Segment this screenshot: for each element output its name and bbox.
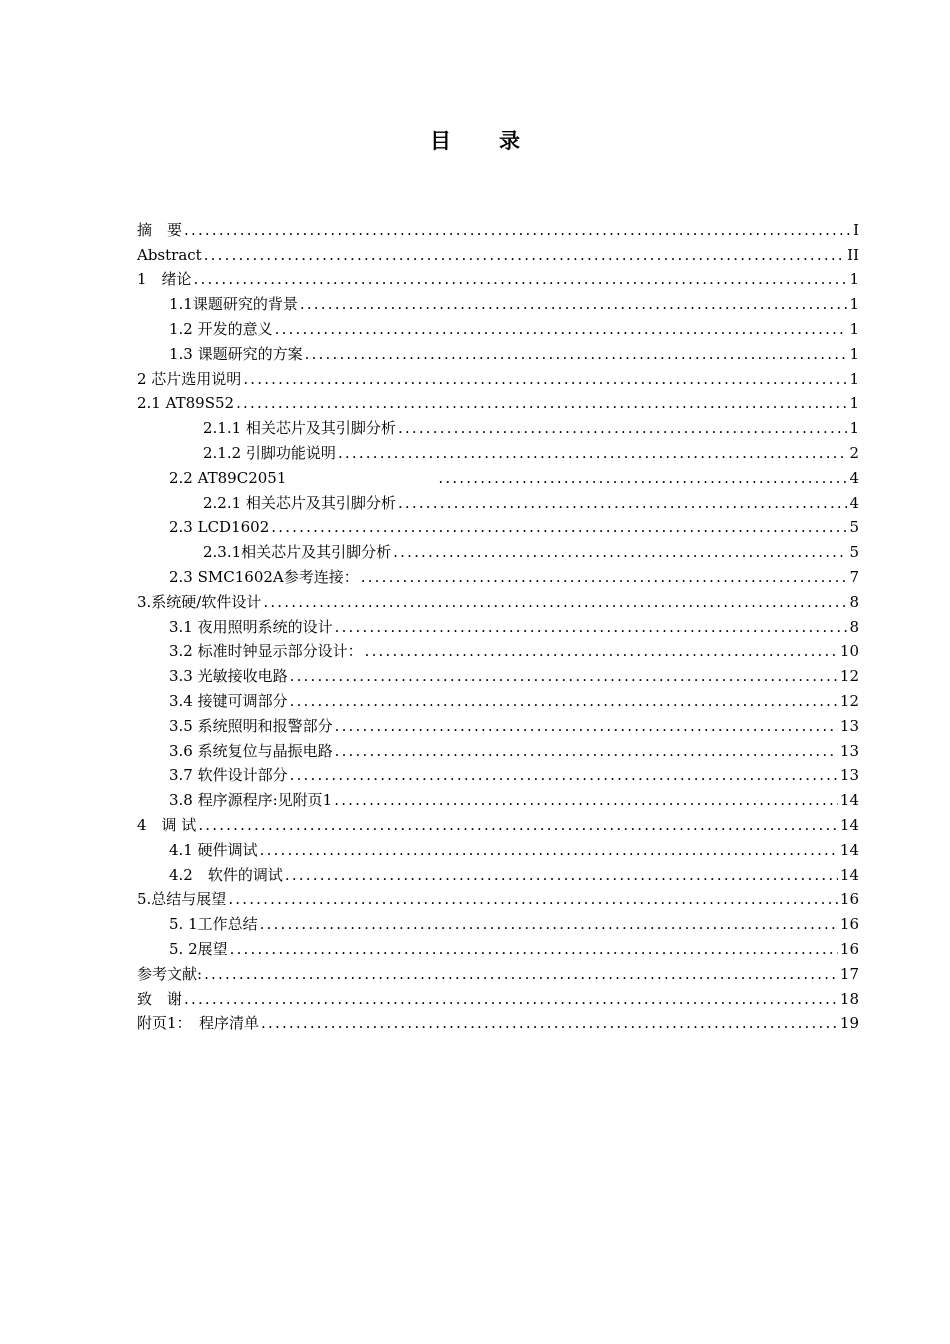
toc-entry-page-number: 1	[849, 319, 859, 338]
toc-entry-page-number: 14	[839, 865, 859, 884]
toc-entry-label: 4.1 硬件调试	[169, 840, 258, 859]
table-of-contents	[137, 215, 859, 1033]
toc-entry-page-number: 14	[839, 815, 859, 834]
toc-dot-leader	[261, 1013, 838, 1033]
title-char-1: 目	[430, 129, 451, 153]
toc-entry-label: 3.4 接键可调部分	[169, 691, 288, 710]
toc-entry-page-number: 12	[839, 691, 859, 710]
toc-dot-leader	[228, 889, 838, 909]
toc-dot-leader	[204, 245, 845, 265]
toc-dot-leader	[260, 914, 838, 934]
toc-entry-page-number: 1	[849, 344, 859, 363]
toc-dot-leader	[194, 269, 848, 289]
toc-dot-leader	[204, 964, 838, 984]
toc-entry[interactable]	[137, 835, 859, 860]
toc-entry-page-number: 16	[839, 915, 859, 934]
toc-entry[interactable]	[137, 513, 859, 538]
toc-dot-leader	[271, 517, 847, 537]
toc-entry[interactable]	[137, 562, 859, 587]
toc-entry-label: 参考文献:	[137, 964, 203, 983]
toc-entry[interactable]	[137, 314, 859, 339]
toc-entry-page-number: 8	[849, 592, 859, 611]
toc-entry[interactable]	[137, 289, 859, 314]
toc-dot-leader	[335, 741, 838, 761]
toc-entry-label: 2.3 SMC1602A参考连接：	[169, 567, 359, 586]
toc-entry[interactable]	[137, 934, 859, 959]
toc-dot-leader	[285, 865, 838, 885]
toc-entry[interactable]	[137, 761, 859, 786]
toc-entry-label: 致 谢	[137, 989, 183, 1008]
toc-entry-page-number: 1	[849, 369, 859, 388]
toc-dot-leader	[275, 319, 848, 339]
toc-entry-page-number: II	[847, 245, 859, 264]
toc-dot-leader	[335, 716, 838, 736]
toc-dot-leader	[438, 468, 847, 488]
toc-dot-leader	[290, 666, 838, 686]
toc-entry-label: 3.1 夜用照明系统的设计	[169, 617, 333, 636]
toc-entry-page-number: 1	[849, 419, 859, 438]
toc-entry[interactable]	[137, 488, 859, 513]
toc-entry[interactable]	[137, 661, 859, 686]
toc-entry-label: 2.1.2 引脚功能说明	[203, 443, 336, 462]
toc-dot-leader	[198, 815, 838, 835]
toc-entry-page-number: 12	[839, 667, 859, 686]
toc-entry[interactable]	[137, 810, 859, 835]
toc-entry[interactable]	[137, 860, 859, 885]
toc-entry-label: 1 绪论	[137, 270, 192, 289]
toc-dot-leader	[290, 765, 838, 785]
toc-entry[interactable]	[137, 711, 859, 736]
toc-dot-leader	[184, 989, 838, 1009]
toc-entry-label: 1.3 课题研究的方案	[169, 344, 303, 363]
toc-entry[interactable]	[137, 1009, 859, 1034]
toc-entry[interactable]	[137, 240, 859, 265]
toc-entry-page-number: 7	[849, 567, 859, 586]
toc-entry[interactable]	[137, 438, 859, 463]
toc-entry[interactable]	[137, 984, 859, 1009]
toc-dot-leader	[243, 369, 847, 389]
toc-entry[interactable]	[137, 736, 859, 761]
toc-entry-page-number: 5	[849, 518, 859, 537]
toc-entry-page-number: 13	[839, 716, 859, 735]
toc-entry-page-number: 2	[849, 443, 859, 462]
toc-entry-label: 3.2 标准时钟显示部分设计：	[169, 642, 363, 661]
toc-dot-leader	[398, 493, 848, 513]
toc-dot-leader	[393, 542, 847, 562]
toc-entry[interactable]	[137, 463, 859, 488]
toc-entry-page-number: 5	[849, 543, 859, 562]
toc-entry-page-number: 4	[849, 493, 859, 512]
toc-dot-leader	[338, 443, 848, 463]
toc-entry-page-number: 16	[839, 939, 859, 958]
toc-entry-page-number: 1	[849, 295, 859, 314]
toc-entry[interactable]	[137, 885, 859, 910]
toc-entry[interactable]	[137, 785, 859, 810]
toc-entry-label: 5. 1工作总结	[169, 915, 258, 934]
toc-entry[interactable]	[137, 909, 859, 934]
toc-entry-page-number: 14	[839, 840, 859, 859]
toc-entry-label: 2.1 AT89S52	[137, 394, 235, 413]
toc-entry-page-number: 1	[849, 394, 859, 413]
toc-entry[interactable]	[137, 339, 859, 364]
toc-entry-page-number: 17	[839, 964, 859, 983]
toc-entry[interactable]	[137, 265, 859, 290]
toc-entry-label: 2 芯片选用说明	[137, 369, 242, 388]
toc-entry-page-number: 4	[849, 468, 859, 487]
toc-entry-label: 3.7 软件设计部分	[169, 766, 288, 785]
toc-dot-leader	[260, 840, 838, 860]
toc-entry-label: 2.2 AT89C2051	[169, 468, 287, 487]
toc-entry-label: 附页1： 程序清单	[137, 1014, 260, 1033]
toc-entry-label: 5. 2展望	[169, 939, 228, 958]
toc-entry-label: 3.5 系统照明和报警部分	[169, 716, 333, 735]
toc-entry-page-number: 18	[839, 989, 859, 1008]
toc-entry-label: 3.3 光敏接收电路	[169, 667, 288, 686]
toc-entry[interactable]	[137, 959, 859, 984]
toc-entry[interactable]	[137, 389, 859, 414]
toc-entry[interactable]	[137, 612, 859, 637]
toc-entry-label: 3.6 系统复位与晶振电路	[169, 741, 333, 760]
toc-dot-leader	[335, 617, 848, 637]
toc-entry-label: 2.1.1 相关芯片及其引脚分析	[203, 419, 396, 438]
toc-dot-leader	[398, 418, 848, 438]
toc-dot-leader	[290, 691, 838, 711]
toc-entry[interactable]	[137, 537, 859, 562]
toc-entry[interactable]	[137, 637, 859, 662]
toc-dot-leader	[300, 294, 848, 314]
toc-entry-label: 3.系统硬/软件设计	[137, 592, 262, 611]
toc-entry-page-number: I	[853, 220, 859, 239]
toc-entry-page-number: 14	[839, 791, 859, 810]
toc-entry[interactable]	[137, 364, 859, 389]
toc-entry[interactable]	[137, 215, 859, 240]
toc-entry-label: Abstract	[137, 245, 202, 264]
toc-entry-label: 3.8 程序源程序:见附页1	[169, 791, 333, 810]
page-title	[0, 125, 950, 155]
toc-entry-label: 4.2 软件的调试	[169, 865, 283, 884]
toc-entry-page-number: 8	[849, 617, 859, 636]
toc-entry-label: 2.3.1相关芯片及其引脚分析	[203, 543, 392, 562]
toc-dot-leader	[334, 790, 838, 810]
toc-entry-page-number: 10	[839, 642, 859, 661]
toc-dot-leader	[361, 567, 848, 587]
toc-dot-leader	[236, 393, 847, 413]
toc-entry-label: 2.3 LCD1602	[169, 518, 270, 537]
toc-entry-page-number: 16	[839, 890, 859, 909]
toc-entry-page-number: 19	[839, 1014, 859, 1033]
toc-entry-page-number: 13	[839, 766, 859, 785]
title-char-2: 录	[499, 129, 520, 153]
toc-dot-leader	[365, 641, 838, 661]
toc-entry-page-number: 13	[839, 741, 859, 760]
toc-entry[interactable]	[137, 686, 859, 711]
toc-entry[interactable]	[137, 587, 859, 612]
toc-entry-label: 5.总结与展望	[137, 890, 227, 909]
toc-dot-leader	[184, 220, 851, 240]
toc-dot-leader	[230, 939, 838, 959]
toc-entry-label: 2.2.1 相关芯片及其引脚分析	[203, 493, 396, 512]
toc-entry-label: 1.2 开发的意义	[169, 319, 273, 338]
toc-entry[interactable]	[137, 413, 859, 438]
toc-dot-leader	[305, 344, 848, 364]
toc-dot-leader	[263, 592, 847, 612]
toc-entry-label: 摘 要	[137, 220, 183, 239]
toc-entry-label: 4 调 试	[137, 815, 197, 834]
toc-entry-page-number: 1	[849, 270, 859, 289]
toc-entry-label: 1.1课题研究的背景	[169, 295, 298, 314]
